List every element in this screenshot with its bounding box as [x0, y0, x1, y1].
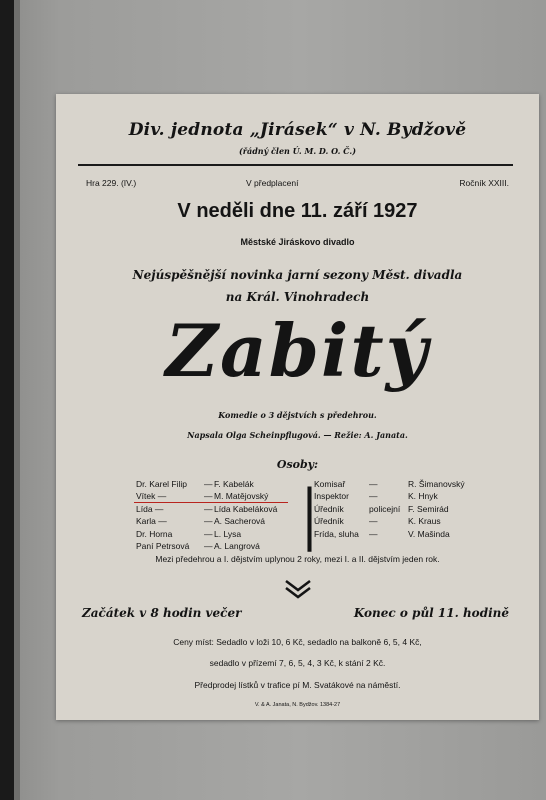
cast-left-actors: [214, 478, 277, 552]
cast-dash: —: [204, 503, 213, 514]
cast-dash: —: [369, 528, 378, 539]
cast-actor: F. Kabelák: [214, 479, 254, 489]
volume-label: Ročník XXIII.: [459, 178, 509, 188]
cast-role: Frída, sluha: [314, 528, 359, 539]
album-page-strip: [14, 0, 20, 800]
subscription-label: V předplacení: [246, 178, 299, 188]
cast-actor: L. Lysa: [214, 528, 242, 539]
red-pencil-underline: [134, 502, 288, 503]
printer-imprint: V. & A. Janata, N. Bydžov. 1384-27: [254, 702, 341, 708]
cast-actor: K. Kraus: [408, 516, 441, 527]
prices-line-1: Ceny míst: Sedadlo v loži 10, 6 Kč, sedadlo na balkoně 6, 5, 4 Kč,: [173, 637, 422, 647]
interval-note: Mezi předehrou a I. dějstvím uplynou 2 roky, mezi I. a II. dějstvím jeden rok.: [155, 554, 440, 564]
cast-dash: —: [204, 516, 213, 527]
cast-role: Úředník: [314, 503, 344, 514]
cast-role: Lída —: [136, 503, 164, 514]
membership-note: (řádný člen Ú. M. D. O. Č.): [239, 146, 356, 156]
end-time: Konec o půl 11. hodině: [353, 606, 509, 620]
cast-actor: V. Mašinda: [408, 528, 450, 539]
genre-line: Komedie o 3 dějstvích s předehrou.: [218, 410, 377, 420]
credits-line: Napsala Olga Scheinpflugová. — Režie: A. Janata.: [187, 430, 408, 440]
cast-actor: A. Langrová: [214, 540, 260, 551]
theatre-name: Městské Jiráskovo divadlo: [240, 237, 355, 247]
play-title: Zabitý: [165, 308, 430, 393]
cast-role: Komisař: [314, 479, 346, 489]
cast-dash: —: [204, 479, 213, 489]
start-time: Začátek v 8 hodin večer: [82, 606, 242, 620]
cast-actor: Lída Kabeláková: [214, 503, 278, 514]
cast-heading: Osoby:: [276, 458, 319, 471]
cast-brace: |: [303, 473, 316, 553]
album-binder-edge: [0, 0, 14, 800]
presale-note: Předprodej lístků v trafice pí M. Svatákové na náměstí.: [194, 680, 401, 690]
cast-dash: —: [369, 491, 378, 502]
header-rule: [78, 164, 513, 166]
cast-role: Vítek —: [136, 491, 167, 502]
play-number: Hra 229. (IV.): [86, 178, 137, 188]
performance-date: V neděli dne 11. září 1927: [177, 200, 418, 222]
cast-dash: —: [369, 516, 378, 527]
cast-right-roles: [314, 478, 359, 540]
headline-line-1: Nejúspěšnější novinka jarní sezony Měst. divadla: [132, 268, 463, 282]
cast-actor: M. Matějovský: [214, 491, 269, 502]
theatre-poster: [56, 94, 539, 720]
cast-dash: —: [204, 491, 213, 502]
headline-line-2: na Král. Vinohradech: [225, 290, 370, 304]
cast-role: Paní Petrsová: [136, 540, 190, 551]
cast-role: Dr. Horna: [136, 528, 173, 539]
cast-right-actors: [408, 478, 465, 540]
cast-role: Inspektor: [314, 491, 349, 502]
cast-actor: A. Sacherová: [214, 516, 266, 527]
cast-dash: —: [204, 528, 213, 539]
cast-left-roles: [136, 478, 189, 552]
cast-actor: R. Šimanovský: [408, 479, 465, 489]
cast-actor: F. Semirád: [408, 503, 449, 514]
cast-dash: policejní: [369, 503, 401, 514]
cast-dash: —: [204, 540, 213, 551]
cast-role: Úředník: [314, 516, 344, 527]
double-chevron-down-icon: [283, 578, 313, 600]
cast-role: Dr. Karel Filip: [136, 479, 188, 489]
cast-dash: —: [369, 479, 378, 489]
organization-name: Div. jednota „Jirásek“ v N. Bydžově: [128, 120, 467, 140]
cast-actor: K. Hnyk: [408, 491, 438, 502]
prices-line-2: sedadlo v přízemí 7, 6, 5, 4, 3 Kč, k stání 2 Kč.: [209, 658, 386, 668]
cast-left-dashes: [204, 478, 213, 552]
cast-right-dashes: [369, 478, 400, 540]
cast-role: Karla —: [136, 516, 167, 527]
